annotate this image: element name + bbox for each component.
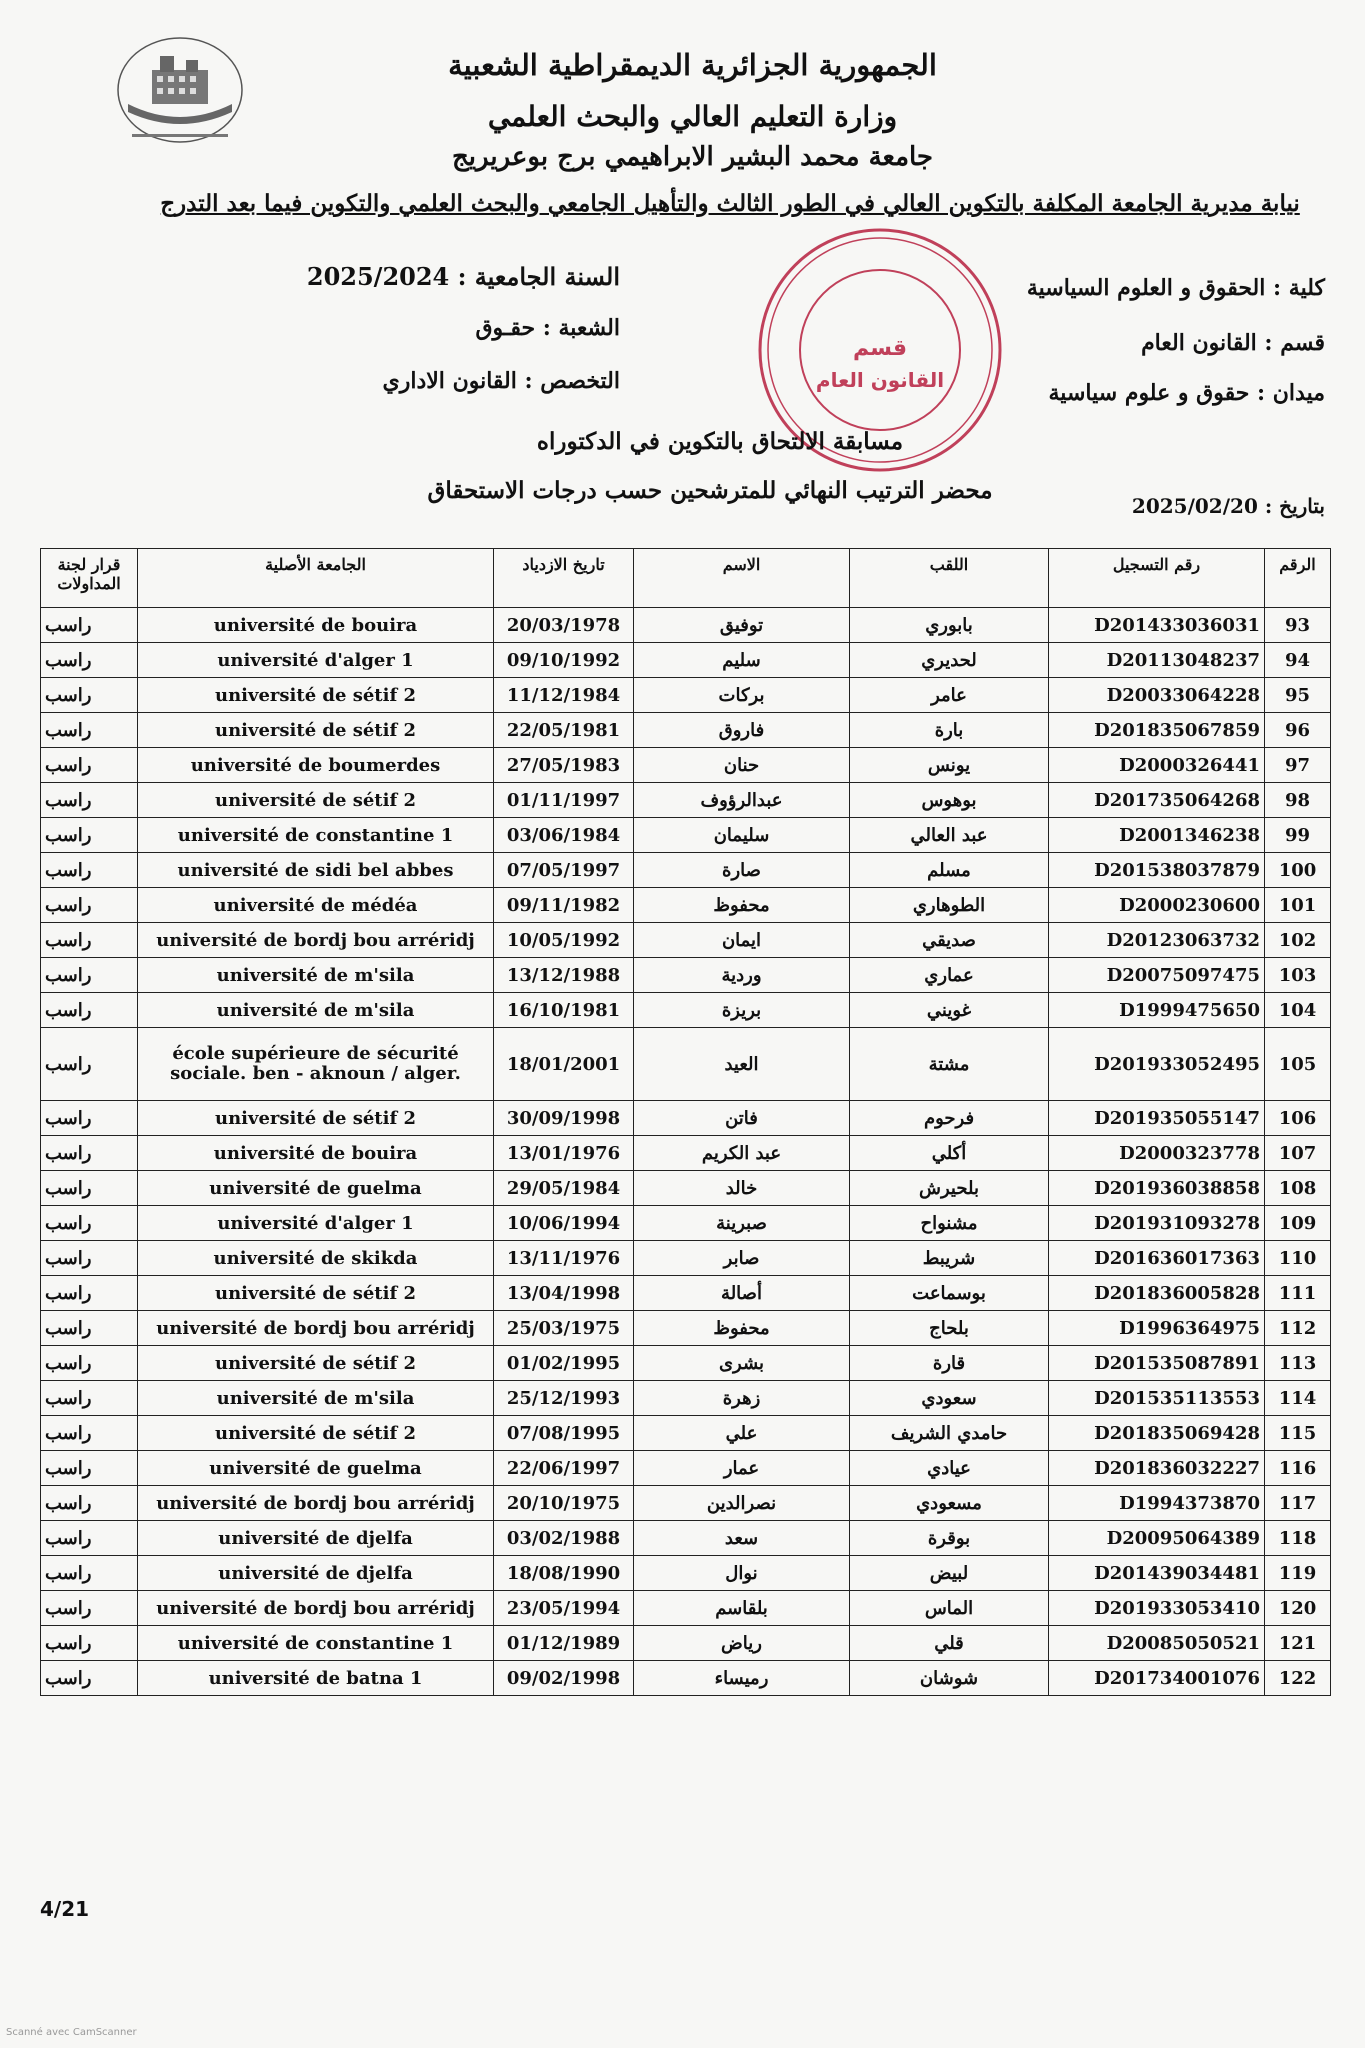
decision-cell: راسب: [41, 1486, 138, 1521]
first-name-cell: عمار: [634, 1451, 850, 1486]
last-name-cell: بلحاج: [850, 1311, 1049, 1346]
republic-heading: الجمهورية الجزائرية الديمقراطية الشعبية: [448, 48, 937, 82]
department-info: قسم : القانون العام: [1141, 330, 1325, 356]
first-name-cell: ايمان: [634, 923, 850, 958]
university-cell: université de bordj bou arréridj: [138, 1591, 494, 1626]
table-row: [41, 1661, 1331, 1696]
university-cell: université de médéa: [138, 888, 494, 923]
first-name-cell: بريزة: [634, 993, 850, 1028]
last-name-cell: لبيض: [850, 1556, 1049, 1591]
first-name-cell: فاتن: [634, 1101, 850, 1136]
table-header-row: [41, 549, 1331, 608]
rank-cell: 103: [1265, 958, 1331, 993]
last-name-cell: بارة: [850, 713, 1049, 748]
decision-cell: راسب: [41, 1171, 138, 1206]
last-name-cell: غويني: [850, 993, 1049, 1028]
birth-date-cell: 20/10/1975: [494, 1486, 634, 1521]
table-row: [41, 1451, 1331, 1486]
first-name-cell: صابر: [634, 1241, 850, 1276]
rank-cell: 106: [1265, 1101, 1331, 1136]
university-cell: université de constantine 1: [138, 1626, 494, 1661]
decision-cell: راسب: [41, 748, 138, 783]
registration-cell: D201835069428: [1049, 1416, 1265, 1451]
decision-cell: راسب: [41, 1206, 138, 1241]
decision-cell: راسب: [41, 958, 138, 993]
rank-cell: 115: [1265, 1416, 1331, 1451]
birth-date-cell: 13/01/1976: [494, 1136, 634, 1171]
decision-cell: راسب: [41, 1521, 138, 1556]
birth-date-cell: 29/05/1984: [494, 1171, 634, 1206]
birth-date-cell: 16/10/1981: [494, 993, 634, 1028]
first-name-cell: علي: [634, 1416, 850, 1451]
rank-cell: 107: [1265, 1136, 1331, 1171]
registration-cell: D2000326441: [1049, 748, 1265, 783]
rank-cell: 93: [1265, 608, 1331, 643]
rank-cell: 118: [1265, 1521, 1331, 1556]
last-name-cell: عماري: [850, 958, 1049, 993]
birth-date-cell: 09/11/1982: [494, 888, 634, 923]
birth-date-cell: 07/05/1997: [494, 853, 634, 888]
table-row: [41, 1171, 1331, 1206]
rank-cell: 117: [1265, 1486, 1331, 1521]
last-name-cell: قلي: [850, 1626, 1049, 1661]
table-row: [41, 1206, 1331, 1241]
registration-cell: D20085050521: [1049, 1626, 1265, 1661]
university-cell: université de m'sila: [138, 958, 494, 993]
decision-cell: راسب: [41, 1136, 138, 1171]
table-row: [41, 1486, 1331, 1521]
birth-date-cell: 30/09/1998: [494, 1101, 634, 1136]
decision-cell: راسب: [41, 1346, 138, 1381]
birth-date-cell: 01/11/1997: [494, 783, 634, 818]
table-row: [41, 1626, 1331, 1661]
vice-rectorate-heading: نيابة مديرية الجامعة المكلفة بالتكوين العالي في الطور الثالث والتأهيل الجامعي والبحث العلمي والتكوين فيما بعد التدرج: [160, 190, 1300, 217]
decision-cell: راسب: [41, 853, 138, 888]
decision-cell: راسب: [41, 1556, 138, 1591]
rank-cell: 122: [1265, 1661, 1331, 1696]
table-row: [41, 713, 1331, 748]
competition-title: مسابقة الالتحاق بالتكوين في الدكتوراه: [536, 428, 904, 455]
stamp-text-line2: القانون العام: [815, 368, 945, 392]
specialty-info: التخصص : القانون الاداري: [382, 368, 620, 394]
decision-cell: راسب: [41, 1591, 138, 1626]
page-number: 4/21: [40, 1897, 90, 1921]
first-name-cell: عبدالرؤوف: [634, 783, 850, 818]
university-cell: université de sétif 2: [138, 1346, 494, 1381]
registration-cell: D20033064228: [1049, 678, 1265, 713]
first-name-cell: وردية: [634, 958, 850, 993]
first-name-cell: أصالة: [634, 1276, 850, 1311]
registration-cell: D201636017363: [1049, 1241, 1265, 1276]
registration-cell: D2000230600: [1049, 888, 1265, 923]
table-row: [41, 1346, 1331, 1381]
rank-cell: 100: [1265, 853, 1331, 888]
university-cell: université de bouira: [138, 1136, 494, 1171]
last-name-cell: أكلي: [850, 1136, 1049, 1171]
university-cell: université de sétif 2: [138, 713, 494, 748]
registration-cell: D20123063732: [1049, 923, 1265, 958]
registration-cell: D201538037879: [1049, 853, 1265, 888]
registration-cell: D2001346238: [1049, 818, 1265, 853]
birth-date-cell: 22/05/1981: [494, 713, 634, 748]
decision-cell: راسب: [41, 1661, 138, 1696]
decision-cell: راسب: [41, 1276, 138, 1311]
university-cell: université de sétif 2: [138, 678, 494, 713]
university-cell: université de bordj bou arréridj: [138, 923, 494, 958]
last-name-cell: بوهوس: [850, 783, 1049, 818]
first-name-cell: بركات: [634, 678, 850, 713]
ranking-table: [40, 548, 1331, 1696]
first-name-cell: بشرى: [634, 1346, 850, 1381]
university-cell: université de sétif 2: [138, 1276, 494, 1311]
table-row: [41, 1416, 1331, 1451]
decision-cell: راسب: [41, 678, 138, 713]
decision-cell: راسب: [41, 1381, 138, 1416]
university-cell: université de guelma: [138, 1451, 494, 1486]
table-row: [41, 1311, 1331, 1346]
registration-cell: D201439034481: [1049, 1556, 1265, 1591]
university-cell: université d'alger 1: [138, 643, 494, 678]
rank-cell: 119: [1265, 1556, 1331, 1591]
col-registration: رقم التسجيل: [1049, 549, 1265, 608]
first-name-cell: رميساء: [634, 1661, 850, 1696]
registration-cell: D201933052495: [1049, 1028, 1265, 1101]
registration-cell: D201535087891: [1049, 1346, 1265, 1381]
table-row: [41, 1241, 1331, 1276]
rank-cell: 99: [1265, 818, 1331, 853]
rank-cell: 110: [1265, 1241, 1331, 1276]
stamp-text-line1: قسم: [852, 336, 908, 361]
last-name-cell: عبد العالي: [850, 818, 1049, 853]
last-name-cell: عيادي: [850, 1451, 1049, 1486]
registration-cell: D1996364975: [1049, 1311, 1265, 1346]
first-name-cell: فاروق: [634, 713, 850, 748]
birth-date-cell: 09/02/1998: [494, 1661, 634, 1696]
first-name-cell: حنان: [634, 748, 850, 783]
university-cell: université de skikda: [138, 1241, 494, 1276]
rank-cell: 111: [1265, 1276, 1331, 1311]
registration-cell: D1999475650: [1049, 993, 1265, 1028]
registration-cell: D201933053410: [1049, 1591, 1265, 1626]
col-origin-university: الجامعة الأصلية: [138, 549, 494, 608]
decision-cell: راسب: [41, 993, 138, 1028]
first-name-cell: نوال: [634, 1556, 850, 1591]
last-name-cell: صديقي: [850, 923, 1049, 958]
first-name-cell: توفيق: [634, 608, 850, 643]
birth-date-cell: 25/12/1993: [494, 1381, 634, 1416]
report-title: محضر الترتيب النهائي للمترشحين حسب درجات الاستحقاق: [427, 477, 993, 504]
birth-date-cell: 10/06/1994: [494, 1206, 634, 1241]
table-row: [41, 853, 1331, 888]
table-row: [41, 923, 1331, 958]
birth-date-cell: 22/06/1997: [494, 1451, 634, 1486]
decision-cell: راسب: [41, 1241, 138, 1276]
registration-cell: D201735064268: [1049, 783, 1265, 818]
rank-cell: 108: [1265, 1171, 1331, 1206]
table-row: [41, 1591, 1331, 1626]
col-decision: قرار لجنة المداولات: [41, 549, 138, 608]
birth-date-cell: 11/12/1984: [494, 678, 634, 713]
birth-date-cell: 01/12/1989: [494, 1626, 634, 1661]
birth-date-cell: 13/12/1988: [494, 958, 634, 993]
first-name-cell: صبرينة: [634, 1206, 850, 1241]
university-cell: université de constantine 1: [138, 818, 494, 853]
last-name-cell: عامر: [850, 678, 1049, 713]
university-heading: جامعة محمد البشير الابراهيمي برج بوعريريج: [451, 142, 934, 172]
table-row: [41, 1521, 1331, 1556]
university-cell: université de djelfa: [138, 1521, 494, 1556]
birth-date-cell: 20/03/1978: [494, 608, 634, 643]
university-cell: université de m'sila: [138, 1381, 494, 1416]
rank-cell: 104: [1265, 993, 1331, 1028]
first-name-cell: سليم: [634, 643, 850, 678]
registration-cell: D1994373870: [1049, 1486, 1265, 1521]
university-cell: université de batna 1: [138, 1661, 494, 1696]
scanner-watermark: Scanné avec CamScanner: [6, 2027, 137, 2038]
table-row: [41, 643, 1331, 678]
university-cell: université de sétif 2: [138, 1101, 494, 1136]
registration-cell: D201535113553: [1049, 1381, 1265, 1416]
col-rank: الرقم: [1265, 549, 1331, 608]
table-row: [41, 678, 1331, 713]
last-name-cell: مشنواح: [850, 1206, 1049, 1241]
last-name-cell: مسعودي: [850, 1486, 1049, 1521]
university-cell: université de djelfa: [138, 1556, 494, 1591]
table-row: [41, 993, 1331, 1028]
last-name-cell: مشتة: [850, 1028, 1049, 1101]
rank-cell: 116: [1265, 1451, 1331, 1486]
first-name-cell: نصرالدين: [634, 1486, 850, 1521]
rank-cell: 109: [1265, 1206, 1331, 1241]
report-date: بتاريخ : 2025/02/20: [1131, 494, 1325, 518]
col-first-name: الاسم: [634, 549, 850, 608]
birth-date-cell: 13/04/1998: [494, 1276, 634, 1311]
first-name-cell: سليمان: [634, 818, 850, 853]
decision-cell: راسب: [41, 818, 138, 853]
first-name-cell: خالد: [634, 1171, 850, 1206]
last-name-cell: سعودي: [850, 1381, 1049, 1416]
table-row: [41, 1276, 1331, 1311]
decision-cell: راسب: [41, 643, 138, 678]
registration-cell: D201836032227: [1049, 1451, 1265, 1486]
registration-cell: D20113048237: [1049, 643, 1265, 678]
university-cell: université de sétif 2: [138, 1416, 494, 1451]
birth-date-cell: 27/05/1983: [494, 748, 634, 783]
rank-cell: 95: [1265, 678, 1331, 713]
branch-info: الشعبة : حقـوق: [475, 315, 620, 341]
first-name-cell: رياض: [634, 1626, 850, 1661]
first-name-cell: محفوظ: [634, 1311, 850, 1346]
birth-date-cell: 09/10/1992: [494, 643, 634, 678]
table-row: [41, 1556, 1331, 1591]
university-cell: université de bordj bou arréridj: [138, 1311, 494, 1346]
birth-date-cell: 03/06/1984: [494, 818, 634, 853]
table-row: [41, 608, 1331, 643]
birth-date-cell: 01/02/1995: [494, 1346, 634, 1381]
decision-cell: راسب: [41, 1028, 138, 1101]
table-row: [41, 1101, 1331, 1136]
table-row: [41, 783, 1331, 818]
birth-date-cell: 03/02/1988: [494, 1521, 634, 1556]
rank-cell: 120: [1265, 1591, 1331, 1626]
last-name-cell: مسلم: [850, 853, 1049, 888]
last-name-cell: الطوهاري: [850, 888, 1049, 923]
decision-cell: راسب: [41, 1416, 138, 1451]
registration-cell: D2000323778: [1049, 1136, 1265, 1171]
registration-cell: D201433036031: [1049, 608, 1265, 643]
university-cell: université de sidi bel abbes: [138, 853, 494, 888]
registration-cell: D201935055147: [1049, 1101, 1265, 1136]
table-row: [41, 748, 1331, 783]
last-name-cell: بوقرة: [850, 1521, 1049, 1556]
last-name-cell: بوسماعت: [850, 1276, 1049, 1311]
decision-cell: راسب: [41, 923, 138, 958]
first-name-cell: سعد: [634, 1521, 850, 1556]
university-cell: université de bouira: [138, 608, 494, 643]
table-row: [41, 1381, 1331, 1416]
first-name-cell: العيد: [634, 1028, 850, 1101]
decision-cell: راسب: [41, 783, 138, 818]
registration-cell: D201836005828: [1049, 1276, 1265, 1311]
first-name-cell: محفوظ: [634, 888, 850, 923]
last-name-cell: شوشان: [850, 1661, 1049, 1696]
last-name-cell: فرحوم: [850, 1101, 1049, 1136]
registration-cell: D201835067859: [1049, 713, 1265, 748]
registration-cell: D201931093278: [1049, 1206, 1265, 1241]
last-name-cell: حامدي الشريف: [850, 1416, 1049, 1451]
birth-date-cell: 10/05/1992: [494, 923, 634, 958]
rank-cell: 121: [1265, 1626, 1331, 1661]
table-row: [41, 1136, 1331, 1171]
university-cell: université d'alger 1: [138, 1206, 494, 1241]
university-cell: université de boumerdes: [138, 748, 494, 783]
table-row: [41, 818, 1331, 853]
table-row: [41, 1028, 1331, 1101]
registration-cell: D201936038858: [1049, 1171, 1265, 1206]
first-name-cell: صارة: [634, 853, 850, 888]
last-name-cell: الماس: [850, 1591, 1049, 1626]
last-name-cell: بابوري: [850, 608, 1049, 643]
decision-cell: راسب: [41, 608, 138, 643]
first-name-cell: عبد الكريم: [634, 1136, 850, 1171]
ministry-heading: وزارة التعليم العالي والبحث العلمي: [487, 100, 898, 133]
rank-cell: 112: [1265, 1311, 1331, 1346]
birth-date-cell: 25/03/1975: [494, 1311, 634, 1346]
decision-cell: راسب: [41, 713, 138, 748]
academic-year-info: السنة الجامعية : 2025/2024: [306, 262, 620, 291]
birth-date-cell: 23/05/1994: [494, 1591, 634, 1626]
university-cell: université de guelma: [138, 1171, 494, 1206]
col-birth-date: تاريخ الازدياد: [494, 549, 634, 608]
rank-cell: 97: [1265, 748, 1331, 783]
rank-cell: 105: [1265, 1028, 1331, 1101]
last-name-cell: بلحيرش: [850, 1171, 1049, 1206]
birth-date-cell: 13/11/1976: [494, 1241, 634, 1276]
university-cell: école supérieure de sécurité sociale. ben - aknoun / alger.: [138, 1028, 494, 1101]
registration-cell: D20095064389: [1049, 1521, 1265, 1556]
rank-cell: 101: [1265, 888, 1331, 923]
decision-cell: راسب: [41, 1626, 138, 1661]
rank-cell: 102: [1265, 923, 1331, 958]
last-name-cell: قارة: [850, 1346, 1049, 1381]
birth-date-cell: 18/08/1990: [494, 1556, 634, 1591]
rank-cell: 114: [1265, 1381, 1331, 1416]
faculty-info: كلية : الحقوق و العلوم السياسية: [1026, 275, 1325, 301]
registration-cell: D20075097475: [1049, 958, 1265, 993]
rank-cell: 96: [1265, 713, 1331, 748]
last-name-cell: لحديري: [850, 643, 1049, 678]
first-name-cell: بلقاسم: [634, 1591, 850, 1626]
birth-date-cell: 07/08/1995: [494, 1416, 634, 1451]
rank-cell: 113: [1265, 1346, 1331, 1381]
col-last-name: اللقب: [850, 549, 1049, 608]
birth-date-cell: 18/01/2001: [494, 1028, 634, 1101]
registration-cell: D201734001076: [1049, 1661, 1265, 1696]
rank-cell: 98: [1265, 783, 1331, 818]
university-cell: université de sétif 2: [138, 783, 494, 818]
table-row: [41, 958, 1331, 993]
last-name-cell: شريبط: [850, 1241, 1049, 1276]
field-info: ميدان : حقوق و علوم سياسية: [1048, 380, 1325, 406]
decision-cell: راسب: [41, 1311, 138, 1346]
table-row: [41, 888, 1331, 923]
last-name-cell: يونس: [850, 748, 1049, 783]
first-name-cell: زهرة: [634, 1381, 850, 1416]
decision-cell: راسب: [41, 1451, 138, 1486]
university-cell: université de bordj bou arréridj: [138, 1486, 494, 1521]
decision-cell: راسب: [41, 888, 138, 923]
decision-cell: راسب: [41, 1101, 138, 1136]
university-cell: université de m'sila: [138, 993, 494, 1028]
rank-cell: 94: [1265, 643, 1331, 678]
